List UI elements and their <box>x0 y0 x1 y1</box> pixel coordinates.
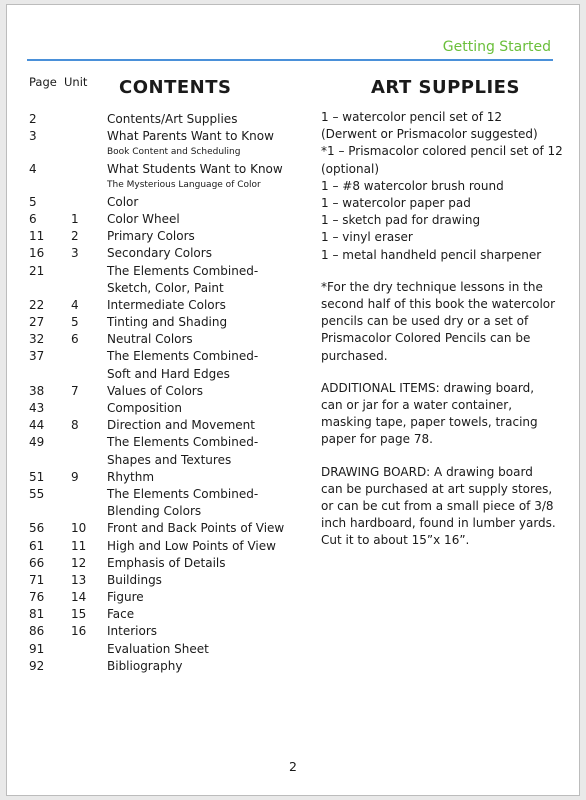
toc-row <box>7 538 307 555</box>
toc-title: Evaluation Sheet <box>107 641 209 656</box>
toc-unit: 9 <box>71 469 79 484</box>
toc-title: Tinting and Shading <box>107 315 228 330</box>
toc-unit: 16 <box>71 624 87 639</box>
supplies-note <box>321 279 561 365</box>
toc-continuation-row <box>7 452 307 469</box>
toc-row <box>7 111 307 128</box>
toc-title: The Elements Combined- <box>107 435 259 450</box>
toc-page: 61 <box>29 538 45 553</box>
supply-item: (optional) <box>321 161 379 176</box>
supply-item: 1 – watercolor paper pad <box>321 196 471 211</box>
section-title: Getting Started <box>442 39 551 55</box>
document-page <box>6 4 580 796</box>
toc-page: 5 <box>29 194 37 209</box>
toc-title-continuation: Soft and Hard Edges <box>107 366 230 381</box>
supply-item: 1 – metal handheld pencil sharpener <box>321 247 542 262</box>
toc-subtitle-row <box>7 145 307 161</box>
toc-page: 49 <box>29 435 45 450</box>
toc-title: The Elements Combined- <box>107 263 259 278</box>
toc-page: 44 <box>29 418 45 433</box>
toc-continuation-row <box>7 280 307 297</box>
toc-page: 38 <box>29 383 45 398</box>
toc-row <box>7 400 307 417</box>
toc-page: 76 <box>29 590 45 605</box>
toc-row <box>7 434 307 451</box>
note-line: masking tape, paper towels, tracing <box>321 415 538 430</box>
toc-unit: 2 <box>71 229 79 244</box>
toc-title: Values of Colors <box>107 383 203 398</box>
toc-page: 51 <box>29 469 45 484</box>
toc-unit: 1 <box>71 211 79 226</box>
note-line: paper for page 78. <box>321 432 433 447</box>
toc-title: Neutral Colors <box>107 332 193 347</box>
toc-page: 27 <box>29 315 45 330</box>
toc-page: 22 <box>29 297 45 312</box>
toc-page: 92 <box>29 658 45 673</box>
toc-row <box>7 520 307 537</box>
toc-page: 86 <box>29 624 45 639</box>
toc-title: High and Low Points of View <box>107 538 276 553</box>
toc-page: 55 <box>29 486 45 501</box>
toc-title-continuation: Sketch, Color, Paint <box>107 280 224 295</box>
note-line: can or jar for a water container, <box>321 398 513 413</box>
note-line: Cut it to about 15”x 16”. <box>321 533 470 548</box>
note-line: pencils can be used dry or a set of <box>321 314 529 329</box>
toc-title-continuation: Blending Colors <box>107 504 202 519</box>
toc-title: Bibliography <box>107 658 183 673</box>
toc-page: 6 <box>29 211 37 226</box>
toc-unit: 5 <box>71 315 79 330</box>
toc-row <box>7 486 307 503</box>
supply-item: 1 – watercolor pencil set of 12 <box>321 110 503 124</box>
note-line: DRAWING BOARD: A drawing board <box>321 464 533 479</box>
toc-page: 37 <box>29 349 45 364</box>
toc-title: Secondary Colors <box>107 246 212 261</box>
toc-unit: 15 <box>71 607 87 622</box>
toc-row <box>7 555 307 572</box>
toc-unit: 10 <box>71 521 87 536</box>
toc-row <box>7 417 307 434</box>
supplies-note <box>321 380 561 449</box>
toc-title: Color Wheel <box>107 211 180 226</box>
toc-subtitle: Book Content and Scheduling <box>107 147 241 158</box>
toc-page: 66 <box>29 555 45 570</box>
toc-title: Color <box>107 194 139 209</box>
toc-row <box>7 314 307 331</box>
toc-title: Interiors <box>107 624 158 639</box>
toc-page: 3 <box>29 129 37 144</box>
toc-unit: 14 <box>71 590 87 605</box>
toc-row <box>7 211 307 228</box>
toc-row <box>7 297 307 314</box>
toc-row <box>7 161 307 178</box>
toc-title: Face <box>107 607 135 622</box>
header-divider <box>27 59 553 61</box>
toc-page: 91 <box>29 641 45 656</box>
toc-title: Rhythm <box>107 469 155 484</box>
toc-subtitle-row <box>7 178 307 194</box>
page-number: 2 <box>289 759 297 774</box>
toc-continuation-row <box>7 503 307 520</box>
toc-unit: 12 <box>71 555 87 570</box>
supply-item: *1 – Prismacolor colored pencil set of 12 <box>321 144 563 159</box>
toc-title: The Elements Combined- <box>107 349 259 364</box>
toc-title: Primary Colors <box>107 229 195 244</box>
supply-item: 1 – vinyl eraser <box>321 230 413 245</box>
toc-page: 4 <box>29 161 37 176</box>
toc-unit: 8 <box>71 418 79 433</box>
note-line: ADDITIONAL ITEMS: drawing board, <box>321 380 535 395</box>
note-line: *For the dry technique lessons in the <box>321 279 543 294</box>
toc-page: 32 <box>29 332 45 347</box>
toc-unit: 7 <box>71 383 79 398</box>
toc-page: 81 <box>29 607 45 622</box>
art-supplies-heading: ART SUPPLIES <box>371 77 520 98</box>
toc-row <box>7 383 307 400</box>
page-column-header: Page <box>29 75 57 89</box>
note-line: or can be cut from a small piece of 3/8 <box>321 499 554 514</box>
supplies-note <box>321 464 561 550</box>
toc-title: What Parents Want to Know <box>107 129 274 144</box>
toc-subtitle: The Mysterious Language of Color <box>107 180 261 191</box>
toc-row <box>7 589 307 606</box>
toc-page: 11 <box>29 229 45 244</box>
art-supplies-list <box>321 109 561 550</box>
toc-row <box>7 572 307 589</box>
toc-continuation-row <box>7 366 307 383</box>
contents-heading: CONTENTS <box>119 77 232 98</box>
toc-row <box>7 331 307 348</box>
toc-page: 21 <box>29 263 45 278</box>
toc-page: 71 <box>29 572 45 587</box>
toc-row <box>7 658 307 675</box>
toc-title: The Elements Combined- <box>107 486 259 501</box>
toc-title: Buildings <box>107 572 162 587</box>
toc-row <box>7 623 307 640</box>
toc-title: Direction and Movement <box>107 418 255 433</box>
toc-unit: 13 <box>71 572 87 587</box>
toc-title: Figure <box>107 590 144 605</box>
toc-row <box>7 194 307 211</box>
toc-page: 43 <box>29 401 45 415</box>
toc-unit: 4 <box>71 297 79 312</box>
toc-row <box>7 228 307 245</box>
toc-unit: 11 <box>71 538 87 553</box>
note-line: inch hardboard, found in lumber yards. <box>321 516 556 531</box>
toc-title: Contents/Art Supplies <box>107 112 238 126</box>
toc-title: Composition <box>107 401 182 415</box>
toc-title: Front and Back Points of View <box>107 521 285 536</box>
toc-row <box>7 245 307 262</box>
supply-item: 1 – #8 watercolor brush round <box>321 178 504 193</box>
toc-title: What Students Want to Know <box>107 161 283 176</box>
toc-title-continuation: Shapes and Textures <box>107 452 232 467</box>
toc-unit: 6 <box>71 332 79 347</box>
toc-title: Intermediate Colors <box>107 297 226 312</box>
unit-column-header: Unit <box>64 75 88 89</box>
note-line: Prismacolor Colored Pencils can be <box>321 331 531 346</box>
toc-row <box>7 348 307 365</box>
toc-row <box>7 128 307 145</box>
supply-item: (Derwent or Prismacolor suggested) <box>321 127 538 142</box>
toc-page: 16 <box>29 246 45 261</box>
note-line: purchased. <box>321 348 388 363</box>
supply-item: 1 – sketch pad for drawing <box>321 213 481 228</box>
note-line: second half of this book the watercolor <box>321 297 556 312</box>
toc-row <box>7 606 307 623</box>
toc-row <box>7 469 307 486</box>
toc-page: 56 <box>29 521 45 536</box>
table-of-contents <box>7 111 307 675</box>
toc-row <box>7 263 307 280</box>
toc-title: Emphasis of Details <box>107 555 226 570</box>
note-line: can be purchased at art supply stores, <box>321 481 553 496</box>
toc-row <box>7 641 307 658</box>
toc-unit: 3 <box>71 246 79 261</box>
toc-page: 2 <box>29 112 37 126</box>
